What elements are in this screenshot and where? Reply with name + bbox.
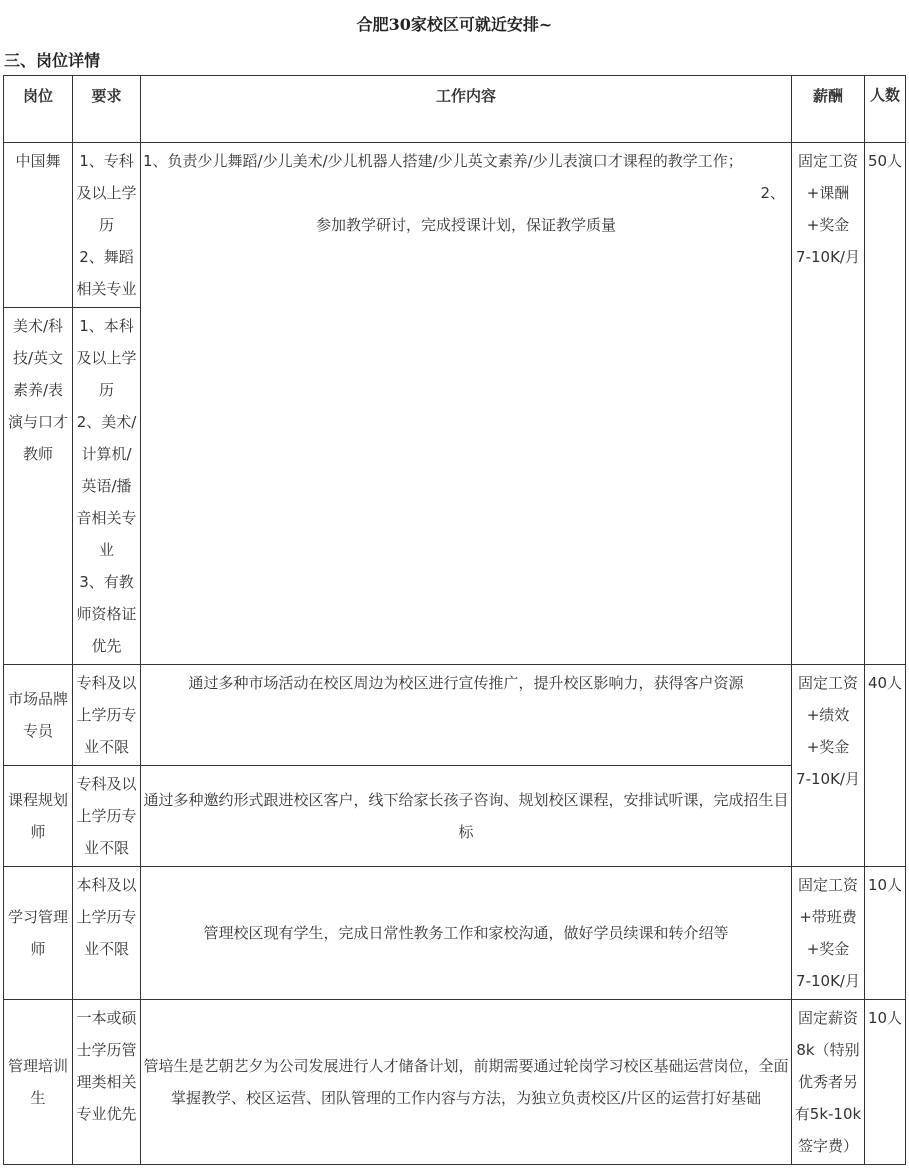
requirements-cell: 本科及以上学历专业不限 bbox=[73, 867, 141, 1000]
table-row bbox=[4, 143, 906, 308]
salary-cell: 固定工资+带班费+奖金 7-10K/月 bbox=[792, 867, 865, 1000]
table-row bbox=[4, 1000, 906, 1165]
content-line: 2、 bbox=[760, 184, 785, 202]
job-details-table bbox=[3, 75, 906, 1165]
salary-cell: 固定薪资8k（特别优秀者另有5k-10k签字费） bbox=[792, 1000, 865, 1165]
position-cell: 中国舞 bbox=[4, 143, 73, 308]
position-cell: 管理培训生 bbox=[4, 1000, 73, 1165]
table-row bbox=[4, 867, 906, 1000]
page-title: 合肥30家校区可就近安排~ bbox=[356, 15, 553, 34]
content-cell: 管培生是艺朝艺夕为公司发展进行人才储备计划，前期需要通过轮岗学习校区基础运营岗位，全面掌握教学、校区运营、团队管理的工作内容与方法，为独立负责校区/片区的运营打好基础 bbox=[141, 1000, 792, 1165]
salary-cell: 固定工资+绩效+奖金 7-10K/月 bbox=[792, 665, 865, 867]
requirements-cell: 专科及以上学历专业不限 bbox=[73, 766, 141, 867]
content-line: 参加教学研讨，完成授课计划，保证教学质量 bbox=[315, 216, 616, 234]
position-cell: 学习管理师 bbox=[4, 867, 73, 1000]
header-requirements: 要求 bbox=[73, 76, 141, 143]
content-cell: 管理校区现有学生，完成日常性教务工作和家校沟通，做好学员续课和转介绍等 bbox=[141, 867, 792, 1000]
position-cell: 美术/科技/英文素养/表演与口才教师 bbox=[4, 308, 73, 665]
requirements-cell: 专科及以上学历专业不限 bbox=[73, 665, 141, 766]
content-cell bbox=[141, 143, 792, 665]
position-cell: 市场品牌专员 bbox=[4, 665, 73, 766]
header-salary: 薪酬 bbox=[792, 76, 865, 143]
table-header-row bbox=[4, 76, 906, 143]
count-cell: 10人 bbox=[865, 867, 906, 1000]
count-cell: 50人 bbox=[865, 143, 906, 665]
content-cell: 通过多种市场活动在校区周边为校区进行宣传推广，提升校区影响力，获得客户资源 bbox=[141, 665, 792, 766]
section-title: 三、岗位详情 bbox=[4, 51, 101, 70]
content-line: 1、负责少儿舞蹈/少儿美术/少儿机器人搭建/少儿英文素养/少儿表演口才课程的教学工作； bbox=[143, 152, 743, 170]
requirements-cell: 一本或硕士学历管理类相关专业优先 bbox=[73, 1000, 141, 1165]
header-position: 岗位 bbox=[4, 76, 73, 143]
table-row bbox=[4, 766, 906, 867]
position-cell: 课程规划师 bbox=[4, 766, 73, 867]
requirements-cell: 1、本科及以上学历 2、美术/计算机/英语/播音相关专业 3、有教师资格证优先 bbox=[73, 308, 141, 665]
requirements-cell: 1、专科及以上学历 2、舞蹈相关专业 bbox=[73, 143, 141, 308]
header-content: 工作内容 bbox=[141, 76, 792, 143]
count-cell: 10人 bbox=[865, 1000, 906, 1165]
header-count: 人数 bbox=[865, 76, 906, 143]
salary-cell: 固定工资+课酬+奖金 7-10K/月 bbox=[792, 143, 865, 665]
table-row bbox=[4, 665, 906, 766]
count-cell: 40人 bbox=[865, 665, 906, 867]
content-cell: 通过多种邀约形式跟进校区客户，线下给家长孩子咨询、规划校区课程，安排试听课，完成招生目标 bbox=[141, 766, 792, 867]
